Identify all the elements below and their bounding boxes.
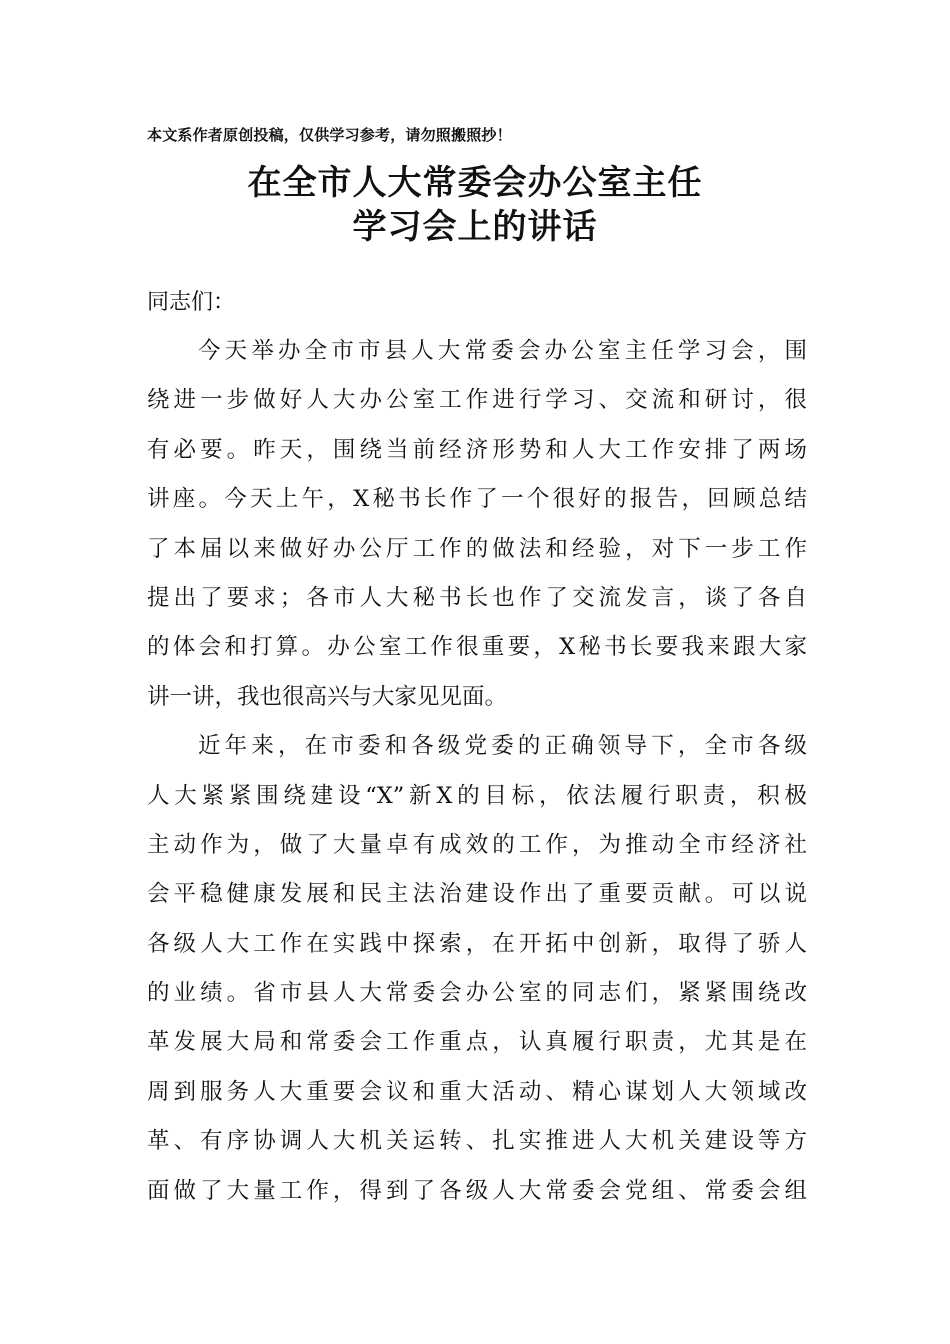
document-title-line-1: 在全市人大常委会办公室主任 — [247, 163, 703, 203]
paragraph-line: 各级人大工作在实践中探索，在开拓中创新，取得了骄人 — [147, 930, 807, 957]
paragraph-line: 周到服务人大重要会议和重大活动、精心谋划人大领域改 — [147, 1078, 807, 1105]
paragraph-line: 面做了大量工作，得到了各级人大常委会党组、常委会组 — [147, 1177, 807, 1204]
document-title-line-2: 学习会上的讲话 — [352, 207, 598, 247]
paragraph-line: 有必要。昨天，围绕当前经济形势和人大工作安排了两场 — [147, 436, 807, 463]
paragraph-line: 会平稳健康发展和民主法治建设作出了重要贡献。可以说 — [147, 881, 807, 908]
paragraph-line: 人大紧紧围绕建设“X”新X的目标，依法履行职责，积极 — [147, 782, 807, 809]
paragraph-line: 革、有序协调人大机关运转、扎实推进人大机关建设等方 — [147, 1128, 807, 1155]
copyright-notice: 本文系作者原创投稿，仅供学习参考，请勿照搬照抄！ — [147, 126, 512, 144]
greeting: 同志们： — [147, 290, 236, 315]
paragraph-line: 的业绩。省市县人大常委会办公室的同志们，紧紧围绕改 — [147, 980, 807, 1007]
paragraph-line: 的体会和打算。办公室工作很重要，X秘书长要我来跟大家 — [147, 634, 807, 661]
paragraph-line: 主动作为，做了大量卓有成效的工作，为推动全市经济社 — [147, 831, 807, 858]
paragraph-line: 绕进一步做好人大办公室工作进行学习、交流和研讨，很 — [147, 387, 807, 414]
paragraph-line: 近年来，在市委和各级党委的正确领导下，全市各级 — [198, 733, 807, 760]
paragraph-line: 讲座。今天上午，X秘书长作了一个很好的报告，回顾总结 — [147, 486, 807, 513]
paragraph-line: 今天举办全市市县人大常委会办公室主任学习会，围 — [198, 338, 807, 364]
paragraph-line: 提出了要求；各市人大秘书长也作了交流发言，谈了各自 — [147, 584, 807, 611]
paragraph-line: 了本届以来做好办公厅工作的做法和经验，对下一步工作 — [147, 535, 807, 562]
paragraph-line: 革发展大局和常委会工作重点，认真履行职责，尤其是在 — [147, 1029, 807, 1056]
speech-body — [147, 327, 807, 1216]
paragraph-line: 讲一讲，我也很高兴与大家见见面。 — [147, 683, 508, 710]
